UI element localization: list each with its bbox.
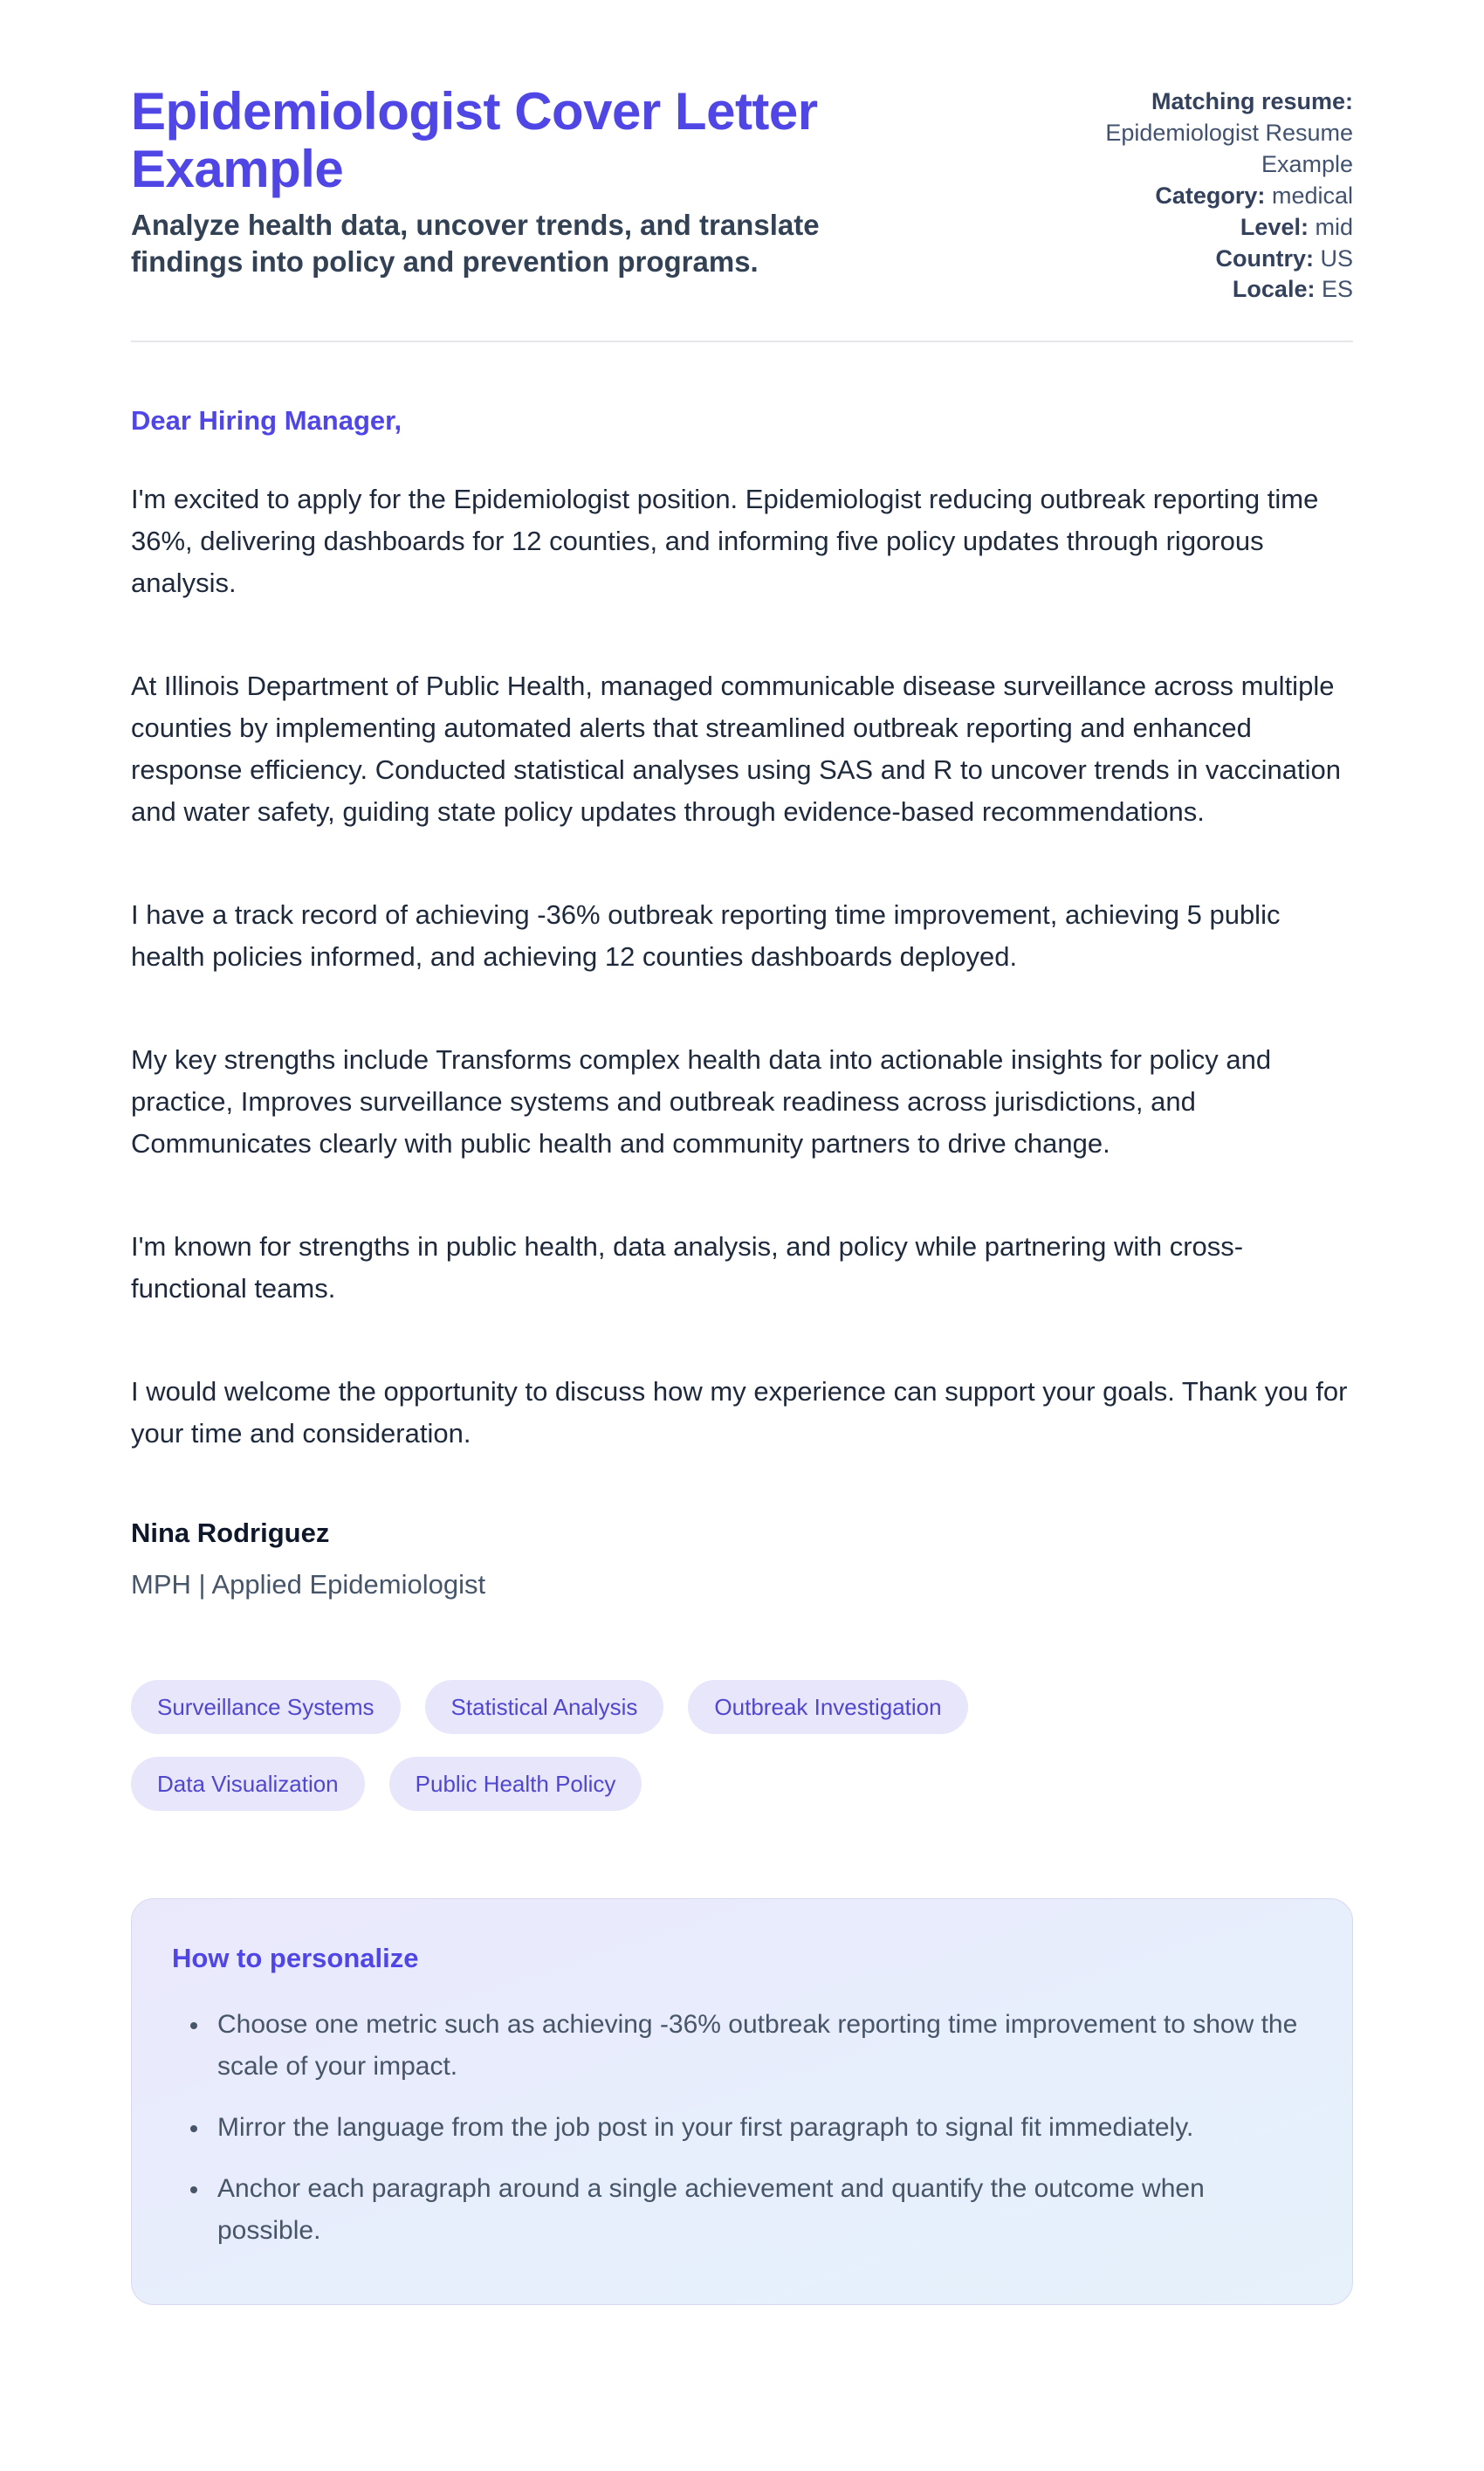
personalize-title: How to personalize — [172, 1943, 419, 1974]
meta-value: medical — [1271, 182, 1353, 209]
meta-value: Epidemiologist Resume Example — [1105, 119, 1353, 177]
meta-value: ES — [1321, 276, 1353, 303]
header-title-block — [131, 83, 917, 280]
header-divider — [131, 341, 1353, 342]
meta-row — [1081, 86, 1353, 181]
meta-row — [1081, 274, 1353, 306]
meta-value: mid — [1315, 213, 1353, 240]
resume-meta-block — [1081, 83, 1353, 306]
meta-label: Country: — [1215, 244, 1314, 272]
letter-paragraph: At Illinois Department of Public Health, managed communicable disease surveillance across multiple counties by implementing automated alerts that streamlined outbreak reporting and enhanced response efficiency. Conducted statistical analyses using SAS and R to uncover trends in vaccination and water safety, guiding state policy updates through evidence-based recommendations. — [131, 671, 1342, 828]
skill-tag: Statistical Analysis — [425, 1680, 664, 1734]
letter-paragraphs — [131, 478, 1353, 1455]
signature-block — [131, 1516, 1353, 1603]
page-title: Epidemiologist Cover Letter Example — [131, 82, 818, 198]
meta-row — [1081, 181, 1353, 212]
skill-tags — [131, 1680, 1222, 1811]
meta-label: Matching resume: — [1151, 88, 1353, 114]
letter-paragraph: I have a track record of achieving -36% outbreak reporting time improvement, achieving 5 public health policies informed, and achieving 12 counties dashboards deployed. — [131, 899, 1281, 973]
meta-label: Category: — [1155, 182, 1266, 209]
salutation: Dear Hiring Manager, — [131, 405, 402, 437]
meta-value: US — [1320, 244, 1353, 272]
letter-paragraph: I would welcome the opportunity to discuss how my experience can support your goals. Thank you for your time and consideration. — [131, 1376, 1348, 1449]
letter-paragraph: I'm excited to apply for the Epidemiologist position. Epidemiologist reducing outbreak reporting time 36%, delivering dashboards for 12 counties, and informing five policy updates through rigorous analysis. — [131, 484, 1319, 599]
signature-name: Nina Rodriguez — [131, 1518, 330, 1549]
personalize-tip: • Anchor each paragraph around a single achievement and quantify the outcome when possible. — [210, 2168, 1312, 2252]
personalize-box — [131, 1898, 1353, 2305]
letter-paragraph: I'm known for strengths in public health, data analysis, and policy while partnering with cross-functional teams. — [131, 1231, 1244, 1304]
meta-row — [1081, 212, 1353, 244]
cover-letter-body — [131, 403, 1353, 1603]
meta-label: Locale: — [1232, 276, 1316, 303]
page-header — [131, 83, 1353, 306]
personalize-tips — [172, 2004, 1312, 2252]
signature-title: MPH | Applied Epidemiologist — [131, 1569, 486, 1600]
meta-label: Level: — [1240, 213, 1309, 240]
skill-tag: Outbreak Investigation — [688, 1680, 967, 1734]
meta-row — [1081, 244, 1353, 275]
letter-paragraph: My key strengths include Transforms complex health data into actionable insights for policy and practice, Improves surveillance systems and outbreak readiness across jurisdictions, and Communicates clearly with public health and community partners to drive change. — [131, 1044, 1272, 1160]
personalize-tip: • Mirror the language from the job post in your first paragraph to signal fit immediately. — [210, 2107, 1312, 2149]
personalize-tip: • Choose one metric such as achieving -36% outbreak reporting time improvement to show the scale of your impact. — [210, 2004, 1312, 2088]
page-subtitle: Analyze health data, uncover trends, and translate findings into policy and prevention programs. — [131, 209, 820, 278]
skill-tag: Data Visualization — [131, 1757, 365, 1811]
skill-tag: Surveillance Systems — [131, 1680, 401, 1734]
skill-tag: Public Health Policy — [389, 1757, 642, 1811]
